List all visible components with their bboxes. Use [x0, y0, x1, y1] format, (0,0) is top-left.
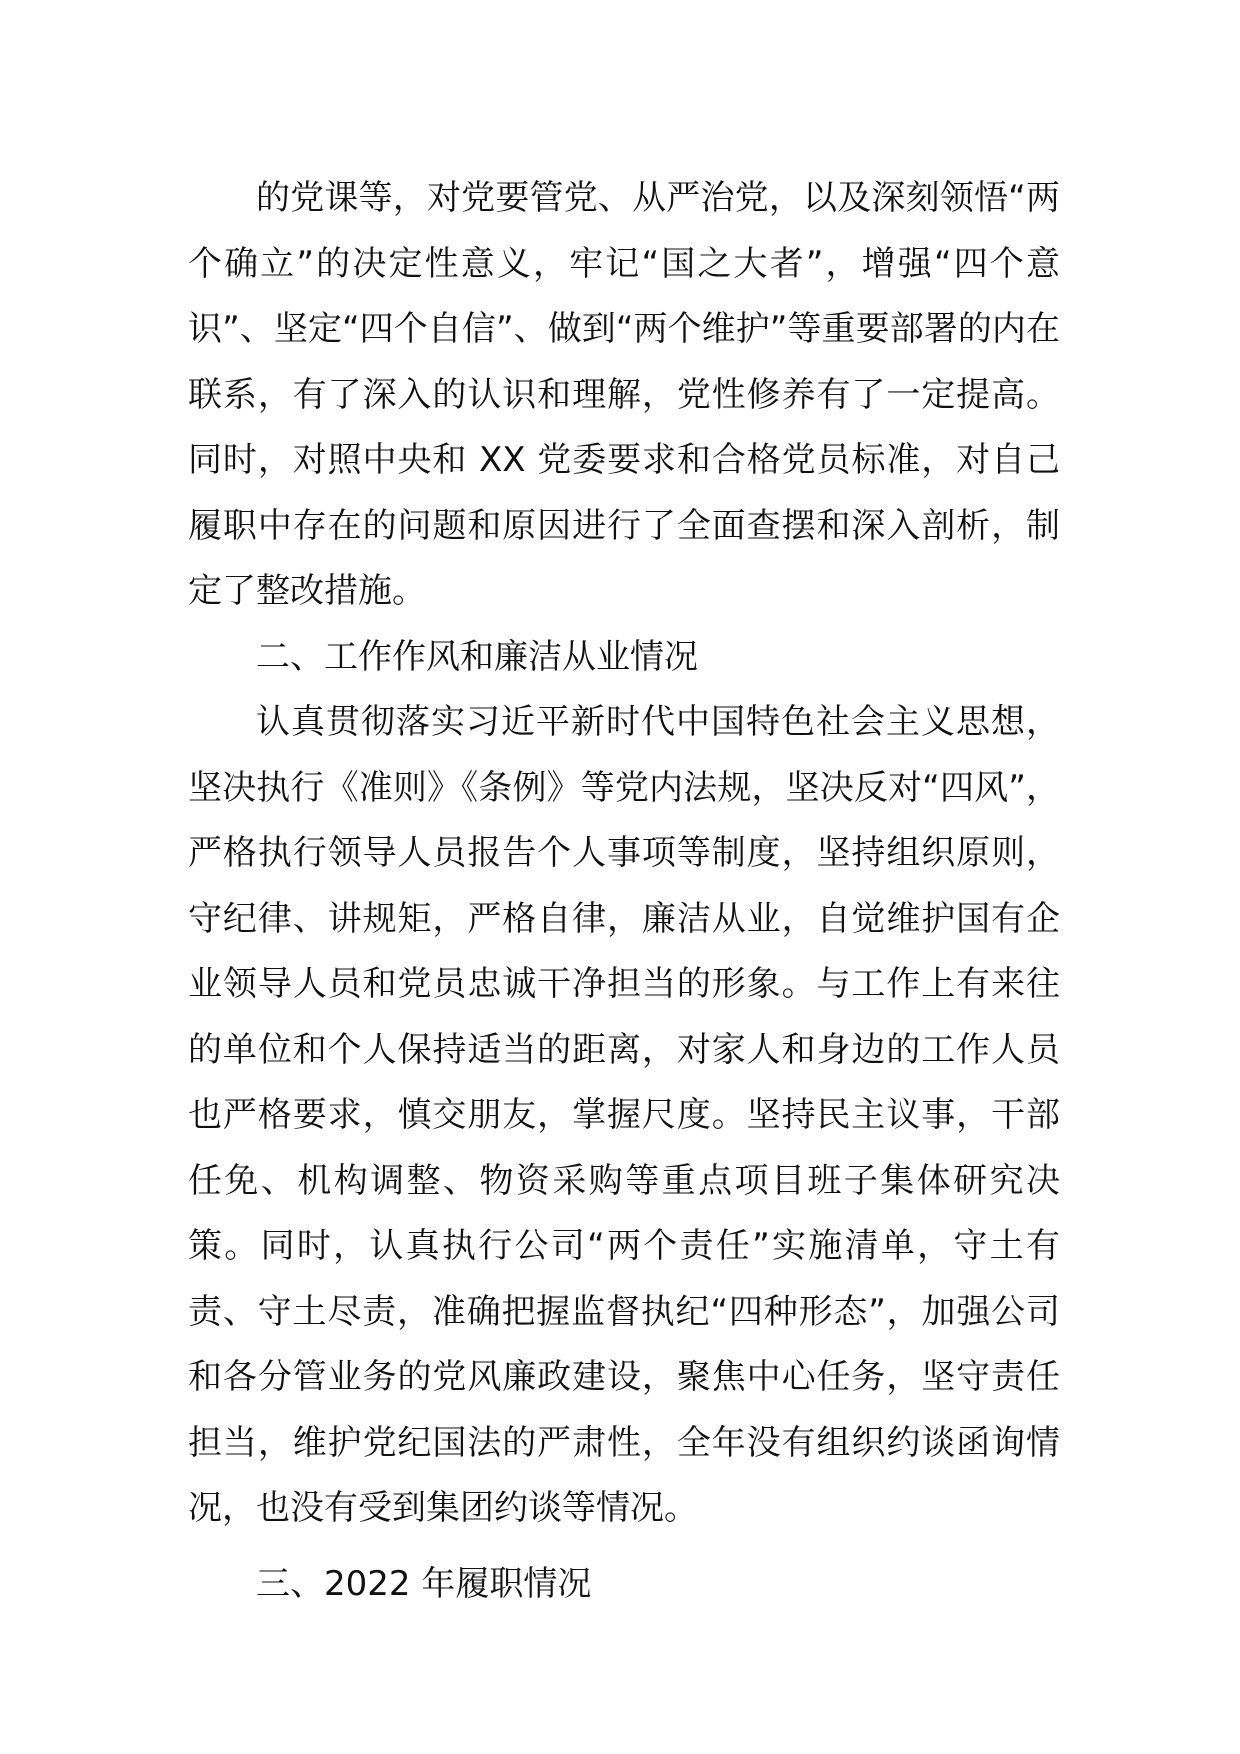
document-body — [188, 166, 1060, 1617]
paragraph-work-style: 认真贯彻落实习近平新时代中国特色社会主义思想，坚决执行《准则》《条例》等党内法规，坚决反对“四风”，严格执行领导人员报告个人事项等制度，坚持组织原则，守纪律、讲规矩，严格自律，廉洁从业，自觉维护国有企业领导人员和党员忠诚干净担当的形象。与工作上有来往的单位和个人保持适当的距离，对家人和身边的工作人员也严格要求，慎交朋友，掌握尺度。坚持民主议事，干部任免、机构调整、物资采购等重点项目班子集体研究决策。同时，认真执行公司“两个责任”实施清单，守土有责、守土尽责，准确把握监督执纪“四种形态”，加强公司和各分管业务的党风廉政建设，聚焦中心任务，坚守责任担当，维护党纪国法的严肃性，全年没有组织约谈函询情况，也没有受到集团约谈等情况。 — [188, 702, 1060, 1528]
section-heading-2022-duties: 三、2022 年履职情况 — [256, 1563, 592, 1604]
section-heading-work-style: 二、工作作风和廉洁从业情况 — [256, 636, 698, 677]
paragraph-party-study: 的党课等，对党要管党、从严治党，以及深刻领悟“两个确立”的决定性意义，牢记“国之大者”，增强“四个意识”、坚定“四个自信”、做到“两个维护”等重要部署的内在联系，有了深入的认识和理解，党性修养有了一定提高。同时，对照中央和 XX 党委要求和合格党员标准，对自己履职中存在的问题和原因进行了全面查摆和深入剖析，制定了整改措施。 — [188, 178, 1060, 611]
